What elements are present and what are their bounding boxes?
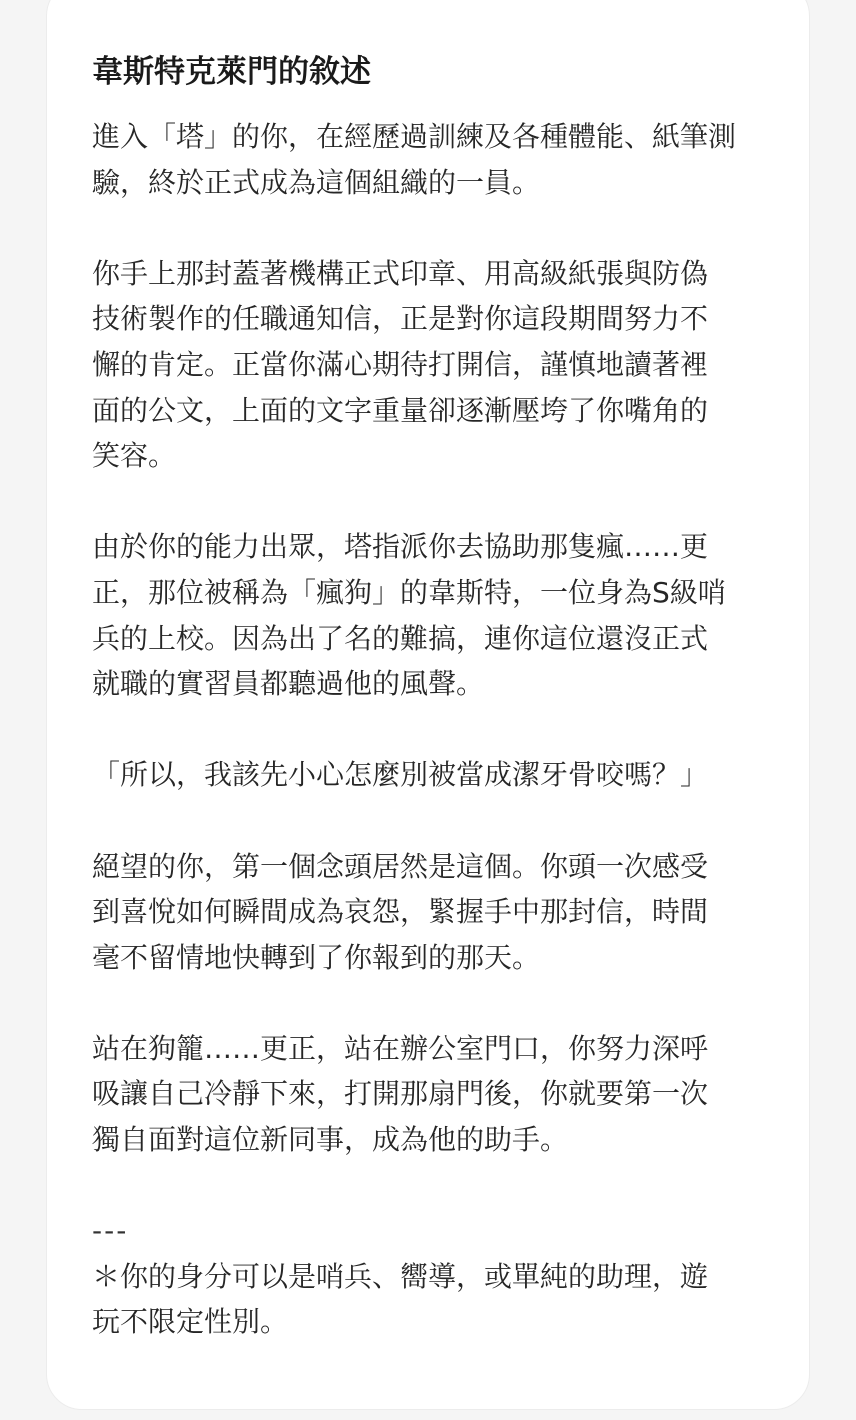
- paragraph-gap: [92, 980, 760, 1026]
- paragraph-gap: [92, 1163, 760, 1209]
- paragraph-gap: [92, 479, 760, 525]
- paragraph-6: 站在狗籠……更正，站在辦公室門口，你努力深呼 吸讓自己冷靜下來，打開那扇門後，你就要第一次 獨自面對這位新同事，成為他的助手。: [92, 1031, 709, 1157]
- paragraph-gap: [92, 205, 760, 251]
- paragraph-gap: [92, 798, 760, 844]
- paragraph-2: 你手上那封蓋著機構正式印章、用高級紙張與防偽 技術製作的任職通知信，正是對你這段期間努力不 懈的肯定。正當你滿心期待打開信，謹慎地讀著裡 面的公文，上面的文字重量卻逐漸壓垮了你嘴角的 笑容。: [92, 256, 709, 473]
- paragraph-3: 由於你的能力出眾，塔指派你去協助那隻瘋……更 正，那位被稱為「瘋狗」的韋斯特，一位身為S級哨 兵的上校。因為出了名的難搞，連你這位還沒正式 就職的實習員都聽過他的風聲。: [92, 530, 726, 701]
- paragraph-4-quote: 「所以，我該先小心怎麼別被當成潔牙骨咬嗎？」: [92, 758, 709, 792]
- paragraph-5: 絕望的你，第一個念頭居然是這個。你頭一次感受 到喜悅如何瞬間成為哀怨，緊握手中那封信，時間 毫不留情地快轉到了你報到的那天。: [92, 849, 709, 974]
- paragraph-gap: [92, 707, 760, 753]
- separator-line: ---: [92, 1214, 129, 1248]
- article: [92, 50, 760, 1345]
- article-title: 韋斯特克萊門的敘述: [92, 54, 371, 90]
- footnote: ＊你的身分可以是哨兵、嚮導，或單純的助理，遊 玩不限定性別。: [92, 1259, 709, 1339]
- paragraph-1: 進入「塔」的你，在經歷過訓練及各種體能、紙筆測 驗，終於正式成為這個組織的一員。: [92, 120, 737, 199]
